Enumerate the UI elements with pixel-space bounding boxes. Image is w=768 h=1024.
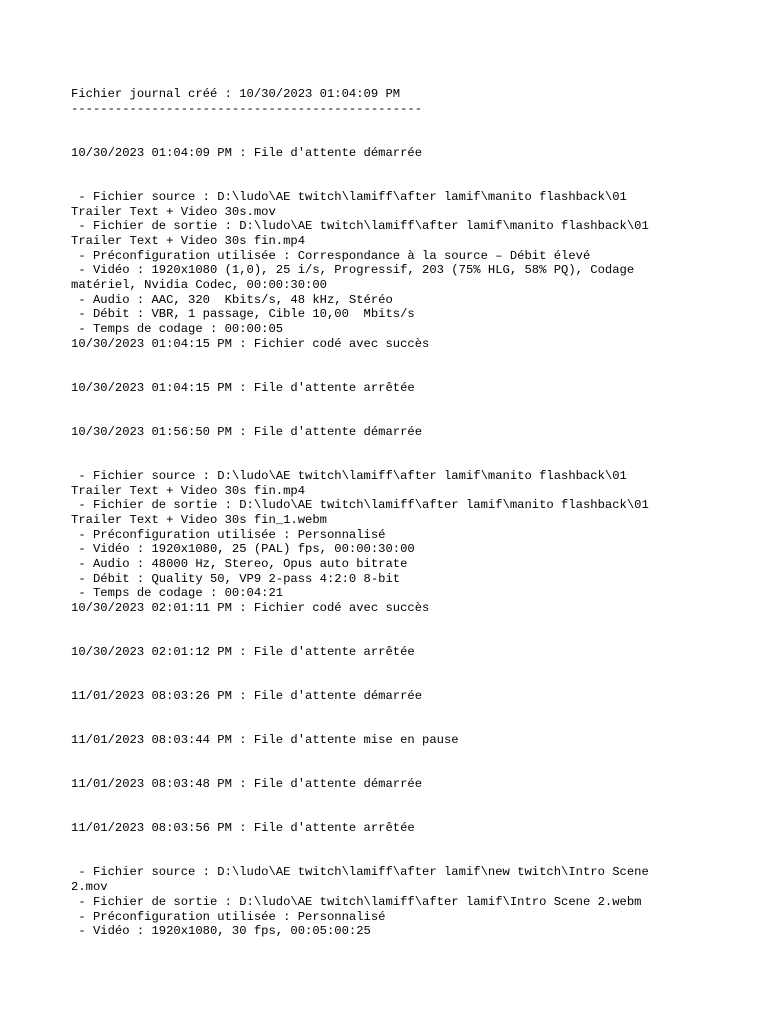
blank-line bbox=[71, 660, 711, 675]
log-line: matériel, Nvidia Codec, 00:00:30:00 bbox=[71, 277, 327, 292]
log-line: - Préconfiguration utilisée : Personnalisé bbox=[71, 909, 386, 924]
log-line: Trailer Text + Video 30s fin_1.webm bbox=[71, 512, 327, 527]
blank-line bbox=[71, 763, 711, 778]
blank-line bbox=[71, 630, 711, 645]
log-line: Fichier journal créé : 10/30/2023 01:04:09 PM bbox=[71, 87, 401, 101]
blank-line bbox=[71, 748, 711, 763]
log-line: - Temps de codage : 00:04:21 bbox=[71, 586, 284, 601]
log-line: - Vidéo : 1920x1080 (1,0), 25 i/s, Progressif, 203 (75% HLG, 58% PQ), Codage bbox=[71, 263, 635, 278]
log-line: - Préconfiguration utilisée : Correspondance à la source – Débit élevé bbox=[71, 248, 591, 263]
blank-line bbox=[71, 807, 711, 822]
log-line: - Débit : VBR, 1 passage, Cible 10,00 Mbits/s bbox=[71, 307, 415, 322]
log-line: 11/01/2023 08:03:26 PM : File d'attente démarrée bbox=[71, 689, 423, 704]
log-line: - Vidéo : 1920x1080, 30 fps, 00:05:00:25 bbox=[71, 924, 371, 939]
log-line: 10/30/2023 01:56:50 PM : File d'attente démarrée bbox=[71, 424, 423, 439]
log-line: Trailer Text + Video 30s fin.mp4 bbox=[71, 483, 306, 498]
blank-line bbox=[71, 160, 711, 175]
blank-line bbox=[71, 440, 711, 455]
blank-line bbox=[71, 851, 711, 866]
blank-line bbox=[71, 719, 711, 734]
log-line: - Préconfiguration utilisée : Personnalisé bbox=[71, 527, 386, 542]
log-line: Trailer Text + Video 30s fin.mp4 bbox=[71, 233, 306, 248]
log-line: - Fichier source : D:\ludo\AE twitch\lamiff\after lamif\new twitch\Intro Scene bbox=[71, 865, 649, 880]
log-line: - Vidéo : 1920x1080, 25 (PAL) fps, 00:00:30:00 bbox=[71, 542, 415, 557]
blank-line bbox=[71, 116, 711, 131]
blank-line bbox=[71, 454, 711, 469]
log-line: - Débit : Quality 50, VP9 2-pass 4:2:0 8-bit bbox=[71, 571, 401, 586]
log-line: - Fichier de sortie : D:\ludo\AE twitch\lamiff\after lamif\manito flashback\01 bbox=[71, 219, 649, 234]
blank-line bbox=[71, 410, 711, 425]
log-line: 10/30/2023 01:04:09 PM : File d'attente démarrée bbox=[71, 145, 423, 160]
blank-line bbox=[71, 675, 711, 690]
blank-line bbox=[71, 351, 711, 366]
log-line: - Fichier source : D:\ludo\AE twitch\lamiff\after lamif\manito flashback\01 bbox=[71, 189, 627, 204]
log-line: - Audio : 48000 Hz, Stereo, Opus auto bitrate bbox=[71, 557, 408, 571]
blank-line bbox=[71, 395, 711, 410]
blank-line bbox=[71, 792, 711, 807]
log-line: - Fichier de sortie : D:\ludo\AE twitch\lamiff\after lamif\Intro Scene 2.webm bbox=[71, 894, 642, 909]
blank-line bbox=[71, 366, 711, 381]
blank-line bbox=[71, 704, 711, 719]
log-line: - Fichier de sortie : D:\ludo\AE twitch\lamiff\after lamif\manito flashback\01 bbox=[71, 498, 649, 513]
log-line: 10/30/2023 02:01:12 PM : File d'attente arrêtée bbox=[71, 645, 415, 660]
log-line: 10/30/2023 01:04:15 PM : Fichier codé avec succès bbox=[71, 336, 430, 351]
log-line: - Temps de codage : 00:00:05 bbox=[71, 322, 284, 336]
blank-line bbox=[71, 175, 711, 190]
log-line: 11/01/2023 08:03:56 PM : File d'attente arrêtée bbox=[71, 821, 415, 836]
log-line: - Fichier source : D:\ludo\AE twitch\lamiff\after lamif\manito flashback\01 bbox=[71, 468, 627, 483]
log-line: ------------------------------------------------ bbox=[71, 101, 423, 116]
log-line: 10/30/2023 01:04:15 PM : File d'attente arrêtée bbox=[71, 380, 415, 395]
log-line: 11/01/2023 08:03:44 PM : File d'attente mise en pause bbox=[71, 733, 459, 748]
log-line: - Audio : AAC, 320 Kbits/s, 48 kHz, Stéréo bbox=[71, 292, 393, 307]
blank-line bbox=[71, 836, 711, 851]
blank-line bbox=[71, 131, 711, 146]
blank-line bbox=[71, 616, 711, 631]
log-document bbox=[71, 87, 711, 939]
log-line: 11/01/2023 08:03:48 PM : File d'attente démarrée bbox=[71, 777, 423, 792]
log-line: 10/30/2023 02:01:11 PM : Fichier codé avec succès bbox=[71, 601, 430, 616]
log-line: 2.mov bbox=[71, 880, 108, 895]
log-line: Trailer Text + Video 30s.mov bbox=[71, 204, 276, 219]
